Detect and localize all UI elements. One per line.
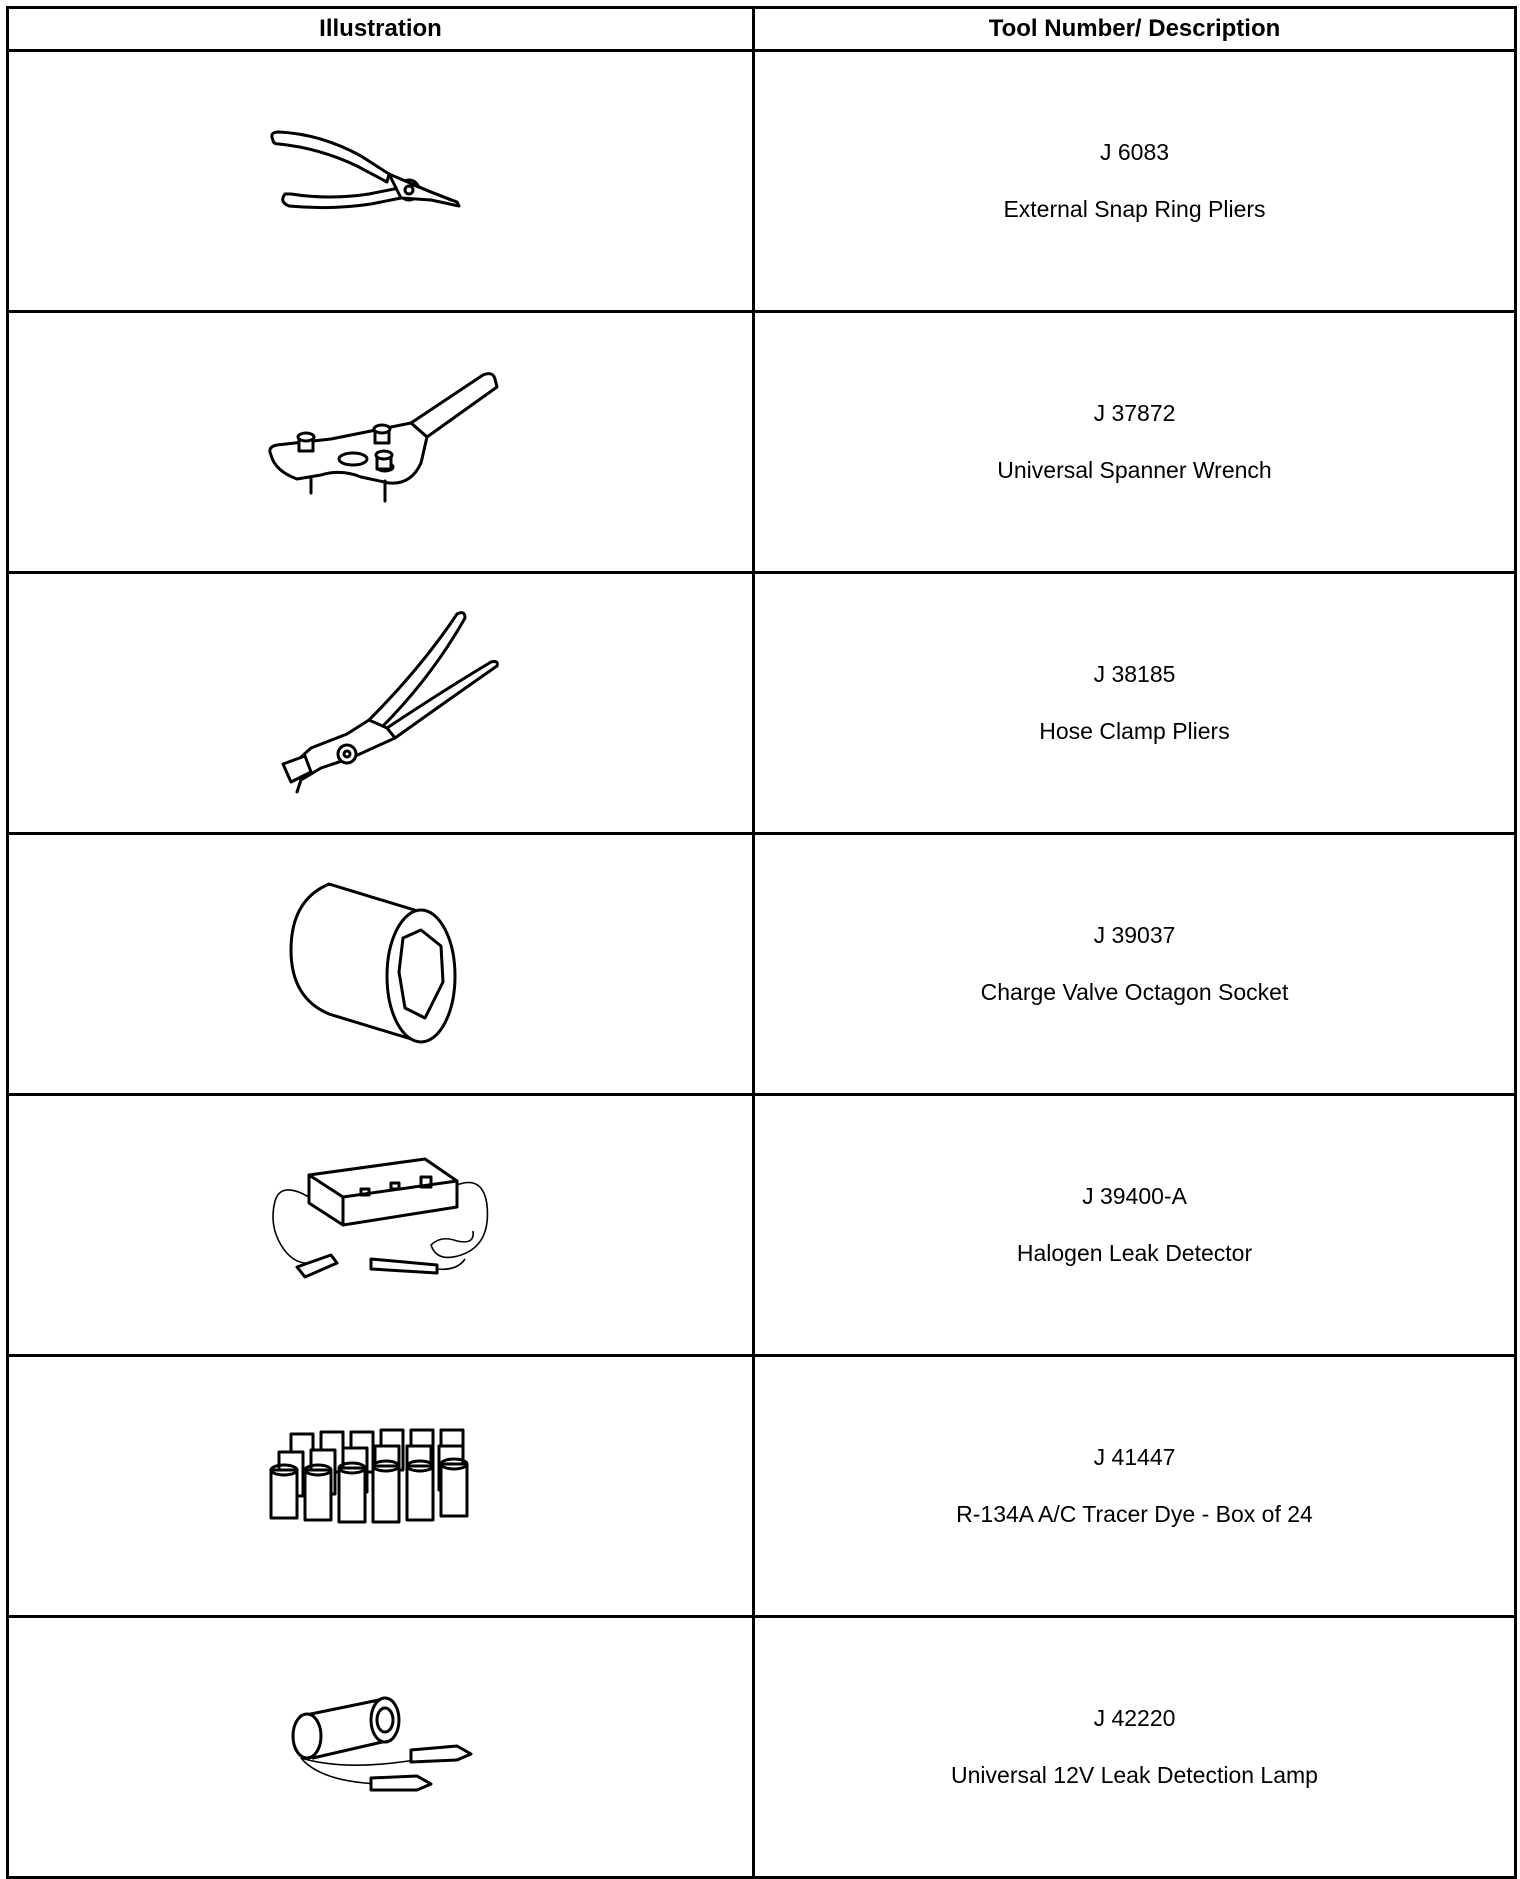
tool-description: Universal Spanner Wrench	[997, 457, 1272, 483]
table-row	[8, 1095, 1516, 1356]
illustration-cell	[8, 1095, 754, 1356]
tool-number: J 39400-A	[1082, 1183, 1187, 1209]
table-row	[8, 51, 1516, 312]
tool-number: J 39037	[1093, 922, 1176, 948]
tool-description: External Snap Ring Pliers	[1003, 196, 1266, 222]
external-snap-ring-pliers-icon	[261, 126, 501, 236]
tool-description-cell	[754, 51, 1516, 312]
tool-number: J 42220	[1093, 1705, 1176, 1731]
table-row	[8, 573, 1516, 834]
column-header-illustration: Illustration	[8, 8, 754, 51]
table-row	[8, 834, 1516, 1095]
tool-description: Universal 12V Leak Detection Lamp	[951, 1762, 1318, 1788]
tool-description-cell	[754, 573, 1516, 834]
tool-description-cell	[754, 1617, 1516, 1878]
tool-number: J 37872	[1093, 400, 1176, 426]
table-row	[8, 1617, 1516, 1878]
illustration-cell	[8, 1356, 754, 1617]
halogen-leak-detector-icon	[261, 1145, 501, 1305]
tool-description-cell	[754, 1356, 1516, 1617]
tool-description: Hose Clamp Pliers	[1039, 718, 1230, 744]
tool-description-cell	[754, 834, 1516, 1095]
tool-description: Halogen Leak Detector	[1016, 1240, 1253, 1266]
tool-description-cell	[754, 1095, 1516, 1356]
tool-number: J 41447	[1093, 1444, 1176, 1470]
tool-number: J 6083	[1099, 139, 1170, 165]
leak-detection-lamp-icon	[261, 1692, 501, 1802]
tool-description: R-134A A/C Tracer Dye - Box of 24	[956, 1501, 1313, 1527]
illustration-cell	[8, 51, 754, 312]
octagon-socket-icon	[271, 874, 491, 1054]
table-row	[8, 1356, 1516, 1617]
illustration-cell	[8, 834, 754, 1095]
tracer-dye-bottles-icon	[261, 1426, 501, 1546]
tool-description: Charge Valve Octagon Socket	[980, 979, 1289, 1005]
illustration-cell	[8, 1617, 754, 1878]
tool-number: J 38185	[1093, 661, 1176, 687]
table-header-row	[8, 8, 1516, 51]
hose-clamp-pliers-icon	[261, 608, 501, 798]
table-row	[8, 312, 1516, 573]
illustration-cell	[8, 573, 754, 834]
special-tools-table	[6, 6, 1517, 1879]
tool-description-cell	[754, 312, 1516, 573]
universal-spanner-wrench-icon	[261, 367, 501, 517]
illustration-cell	[8, 312, 754, 573]
column-header-tool-number-description: Tool Number/ Description	[754, 8, 1516, 51]
